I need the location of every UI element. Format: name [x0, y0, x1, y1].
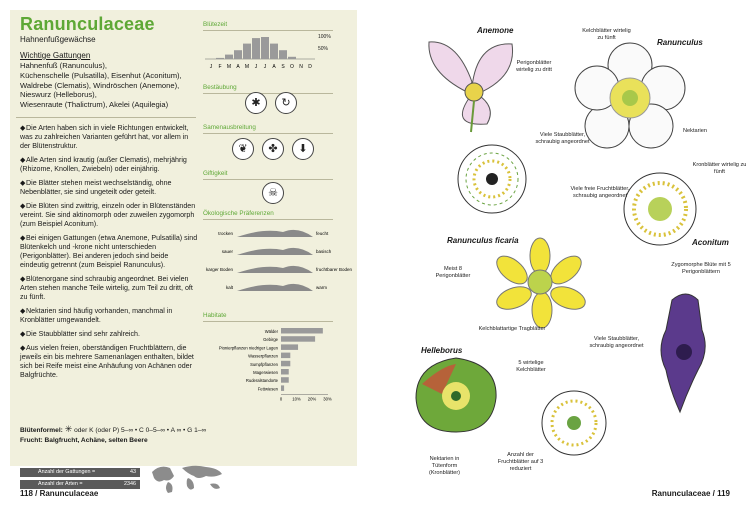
month-bar	[225, 55, 233, 59]
pct-mid: 50%	[318, 46, 329, 52]
page-title: Ranunculaceae	[20, 14, 155, 34]
insect-icon: ✱	[245, 92, 267, 114]
habitat-tick: 20%	[307, 396, 317, 402]
eco-curve	[237, 284, 313, 291]
label-kelch5: Kelchblätter wirtelig zu fünft	[582, 28, 631, 41]
habitat-label: Wasserpflanzen	[248, 353, 278, 359]
month-label: J	[263, 64, 267, 70]
month-bar	[261, 37, 269, 59]
genera-line: Wiesenraute (Thalictrum), Akelei (Aquilegia)	[20, 100, 169, 110]
habitat-bar	[281, 361, 290, 367]
label-kelchartige: Kelchblattartige Tragblätter	[478, 326, 546, 332]
month-label: J	[209, 64, 213, 70]
bullet-item: ◆Die Staubblätter sind sehr zahlreich.	[20, 330, 140, 338]
label-zygomorphe: Zygomorphe Blüte mit 5 Perigonblättern	[671, 262, 731, 275]
month-bar	[234, 50, 242, 59]
eco-right-label: feucht	[316, 231, 329, 236]
habitat-label: Magerwiesen	[253, 370, 278, 375]
genera-count: Anzahl der Gattungen = 43	[20, 468, 140, 477]
month-label: A	[272, 64, 276, 70]
helleborus-name: Helleborus	[421, 346, 463, 355]
bullet-item: ◆Alle Arten sind krautig (außer Clematis), mehrjährig (Rhizome, Knollen, Zwiebeln) oder einjährig.	[20, 156, 187, 173]
genera-line: Waldrebe (Clematis), Windröschen (Anemone),	[20, 80, 180, 90]
folio-right: Ranunculaceae / 119	[651, 489, 730, 498]
ranunculus-illustration	[575, 40, 685, 150]
month-bar	[270, 44, 278, 59]
ranunculus-name: Ranunculus	[657, 38, 703, 47]
ficaria-name: Ranunculus ficaria	[447, 236, 519, 245]
month-bar	[288, 57, 296, 59]
month-bar	[216, 58, 224, 59]
right-page	[357, 0, 750, 513]
genera-line: Nieswurz (Helleborus),	[20, 90, 97, 100]
month-label: M	[244, 64, 250, 70]
habitat-chart	[203, 324, 348, 404]
eco-left-label: trocken	[218, 231, 233, 236]
bullet-item: ◆Aus vielen freien, oberständigen Fruchtblättern, die jeweils ein bis mehrere Samenanlagen enthalten, bildet sich bei Reife meist eine Anhäufung von Achänen oder Balgfrüchte.	[20, 344, 194, 379]
anemone-name: Anemone	[477, 26, 514, 35]
divider	[203, 133, 333, 134]
habitat-bar	[281, 385, 284, 391]
folio-left: 118 / Ranunculaceae	[20, 489, 99, 498]
species-count: Anzahl der Arten = 2346	[20, 480, 140, 489]
helleborus-floral-diagram	[539, 388, 609, 458]
skull-icon: ☠	[262, 182, 284, 204]
eco-curve	[237, 230, 313, 237]
label-viele-staub: Viele Staubblätter, schraubig angeordnet	[535, 132, 590, 145]
month-label: F	[218, 64, 222, 70]
section-flowering: Blütezeit	[203, 21, 228, 28]
habitat-tick: 0	[279, 396, 283, 402]
divider	[203, 30, 333, 31]
divider	[16, 117, 196, 118]
cycle-icon: ↻	[275, 92, 297, 114]
habitat-bar	[281, 353, 290, 359]
label-frucht3: Anzahl der Fruchtblätter auf 3 reduziert	[497, 452, 544, 472]
label-freie-frucht: Viele freie Fruchtblätter, schraubig angeordnet	[570, 186, 630, 199]
habitat-bar	[281, 377, 289, 383]
bullet-item: ◆Nektarien sind häufig vorhanden, manchmal in Kronblätter umgewandelt.	[20, 307, 173, 324]
bird-icon: ❦	[232, 138, 254, 160]
habitat-label: Fettwiesen	[257, 386, 278, 392]
eco-right-label: basisch	[316, 249, 332, 254]
section-toxicity: Giftigkeit	[203, 170, 228, 177]
label-meist8: Meist 8 Perigonblätter	[435, 266, 471, 279]
habitat-label: Pionierpflanzen niedriger Lagen	[218, 345, 278, 351]
habitat-bar	[281, 344, 298, 350]
month-label: A	[236, 64, 240, 70]
divider	[203, 179, 333, 180]
section-seed: Samenausbreitung	[203, 124, 256, 131]
bullet-list	[20, 124, 198, 385]
anemone-floral-diagram	[455, 142, 529, 216]
label-perigon: Perigonblätter wirtelig zu dritt	[516, 60, 552, 73]
label-nektarien: Nektarien	[683, 128, 707, 134]
genera-line: Hahnenfuß (Ranunculus),	[20, 61, 107, 70]
habitat-tick: 10%	[292, 396, 301, 402]
eco-left-label: kalt	[225, 285, 233, 290]
genera-line: Küchenschelle (Pulsatilla), Eisenhut (Aconitum),	[20, 70, 182, 80]
label-kelch5b: 5 wirtelige Kelchblätter	[516, 360, 546, 373]
label-viele-staub2: Viele Staubblätter, schraubig angeordnet	[589, 336, 644, 349]
bullet-item: ◆Die Arten haben sich in viele Richtungen entwickelt, was zu zahlreichen Varianten geführt hat, vor allem in der Blütenstruktur.	[20, 124, 189, 150]
divider	[203, 219, 333, 220]
month-bar	[279, 50, 287, 59]
habitat-label: Sumpfpflanzen	[250, 361, 278, 367]
habitat-bar	[281, 369, 289, 375]
bullet-item: ◆Blütenorgane sind schraubig angeordnet. Bei vielen Arten stehen manche Teile wirtelig, zum Teil zu dritt, oft zu fünft.	[20, 275, 193, 301]
habitat-tick: 30%	[323, 396, 332, 402]
section-ecology: Ökologische Präferenzen	[203, 210, 274, 217]
helleborus-illustration	[412, 354, 500, 436]
aconitum-illustration	[652, 290, 718, 415]
eco-left-label: karger Boden	[205, 267, 233, 272]
month-label: S	[281, 64, 285, 70]
habitat-label: Gebirge	[263, 337, 278, 343]
aconitum-name: Aconitum	[692, 238, 729, 247]
eco-left-label: sauer	[221, 249, 233, 254]
month-label: J	[254, 64, 258, 70]
ecology-chart	[203, 224, 353, 304]
habitat-bar	[281, 336, 315, 342]
fruit-line: Frucht: Balgfrucht, Achäne, selten Beere	[20, 437, 148, 444]
section-habitat: Habitate	[203, 312, 227, 319]
gravity-icon: ⬇	[292, 138, 314, 160]
label-nektarien2: Nektarien in Tütenform (Kronblätter)	[428, 456, 461, 476]
ranunculus-floral-diagram	[621, 170, 699, 248]
habitat-label: Wälder	[264, 329, 278, 334]
month-label: N	[299, 64, 303, 70]
habitat-bar	[281, 328, 323, 334]
month-label: D	[308, 64, 312, 70]
paw-icon: ✤	[262, 138, 284, 160]
page-subtitle: Hahnenfußgewächse	[20, 35, 96, 44]
world-map	[148, 462, 228, 496]
divider	[203, 321, 333, 322]
bullet-item: ◆Die Blätter stehen meist wechselständig, ohne Nebenblätter, sie sind ungeteilt oder geteilt.	[20, 179, 172, 196]
ficaria-illustration	[492, 238, 588, 328]
eco-curve	[237, 248, 313, 255]
eco-right-label: fruchtbarer Boden	[316, 267, 353, 272]
month-bar	[252, 38, 260, 59]
month-bar	[243, 44, 251, 59]
section-pollination: Bestäubung	[203, 84, 237, 91]
label-kronblaetter: Kronblätter wirtelig zu fünft	[692, 162, 747, 175]
eco-right-label: warm	[316, 285, 327, 290]
month-label: M	[226, 64, 232, 70]
left-page	[0, 0, 357, 513]
bullet-item: ◆Bei einigen Gattungen (etwa Anemone, Pulsatilla) sind Blütenkelch und -krone nicht unterschieden (Perigonblätter). Bei anderen jedoch sind beide eindeutig getrennt (zum Beispiel Ranunculus).	[20, 234, 198, 269]
habitat-label: Ruderalstandorte	[245, 378, 278, 384]
genera-heading: Wichtige Gattungen	[20, 51, 91, 60]
month-label: O	[290, 64, 294, 70]
eco-curve	[237, 266, 313, 273]
pct-top: 100%	[318, 34, 331, 40]
genera-list	[20, 61, 200, 110]
anemone-illustration	[417, 32, 527, 132]
bullet-item: ◆Die Blüten sind zwittrig, einzeln oder in Blütenständen vereint. Sie sind aktinomorph oder zuweilen zygomorph (zum Beispiel Aconitum).	[20, 202, 196, 228]
flower-formula: Blütenformel: ✳ oder K (oder P) 5–∞ • C 0–5–∞ • A ∞ • G 1–∞ Frucht: Balgfrucht, Achäne, selten Beere	[20, 424, 207, 444]
divider	[203, 93, 333, 94]
